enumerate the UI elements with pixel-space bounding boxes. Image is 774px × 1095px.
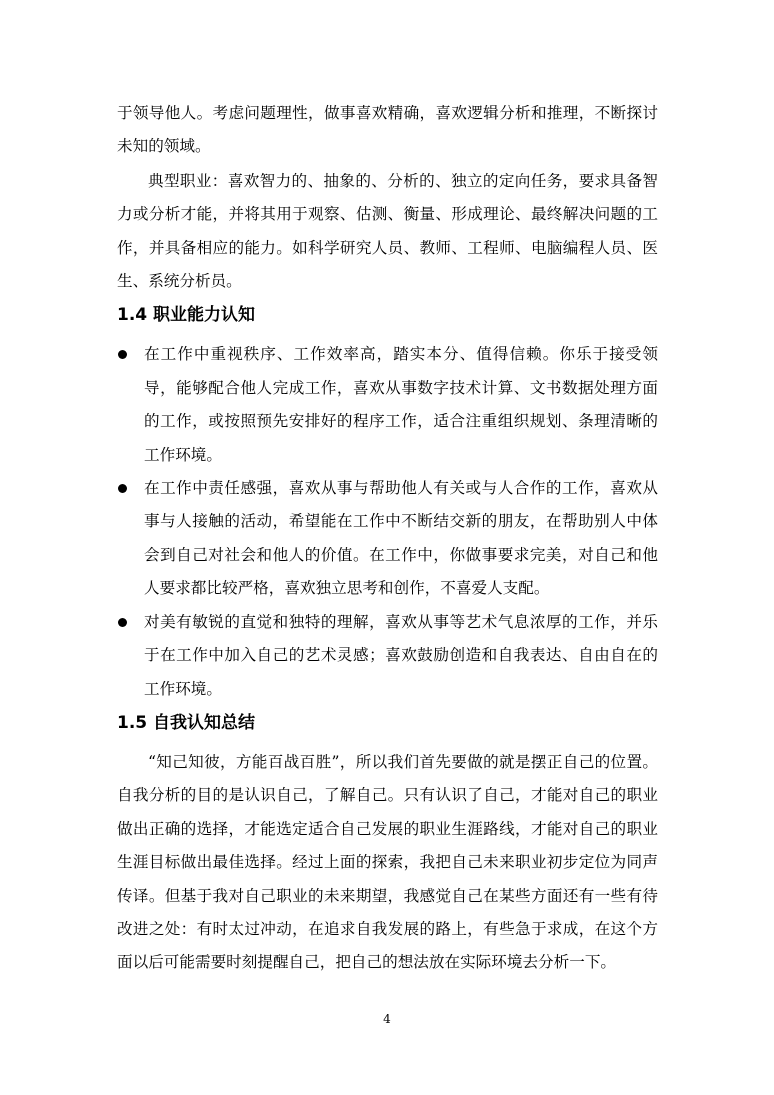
list-item-text: 在工作中重视秩序、工作效率高，踏实本分、值得信赖。你乐于接受领导，能够配合他人完成工作，喜欢从事数字技术计算、文书数据处理方面的工作，或按照预先安排好的程序工作，适合注重组织规划、条理清晰的工作环境。 <box>144 345 658 464</box>
intro-continued-paragraph: 于领导他人。考虑问题理性，做事喜欢精确，喜欢逻辑分析和推理，不断探讨未知的领域。 <box>117 104 658 156</box>
typical-jobs-paragraph: 典型职业：喜欢智力的、抽象的、分析的、独立的定向任务，要求具备智力或分析才能，并将其用于观察、估测、衡量、形成理论、最终解决问题的工作，并具备相应的能力。如科学研究人员、教师、工程师、电脑编程人员、医生、系统分析员。 <box>117 171 658 291</box>
ability-list <box>117 338 658 705</box>
summary-paragraph: “知己知彼，方能百战百胜”，所以我们首先要做的就是摆正自己的位置。自我分析的目的是认识自己，了解自己。只有认识了自己，才能对自己的职业做出正确的选择，才能选定适合自己发展的职业生涯路线，才能对自己的职业生涯目标做出最佳选择。经过上面的探索，我把自己未来职业初步定位为同声传译。但基于我对自己职业的未来期望，我感觉自己在某些方面还有一些有待改进之处：有时太过冲动，在追求自我发展的路上，有些急于求成，在这个方面以后可能需要时刻提醒自己，把自己的想法放在实际环境去分析一下。 <box>117 752 658 972</box>
bullet-icon <box>118 484 127 493</box>
bullet-icon <box>118 350 127 359</box>
list-item-text: 在工作中责任感强，喜欢从事与帮助他人有关或与人合作的工作，喜欢从事与人接触的活动，希望能在工作中不断结交新的朋友，在帮助别人中体会到自己对社会和他人的价值。在工作中，你做事要求完美，对自己和他人要求都比较严格，喜欢独立思考和创作，不喜爱人支配。 <box>144 479 658 598</box>
document-body <box>117 97 658 980</box>
list-item <box>117 472 658 606</box>
bullet-icon <box>118 618 127 627</box>
list-item-text: 对美有敏锐的直觉和独特的理解，喜欢从事等艺术气息浓厚的工作，并乐于在工作中加入自己的艺术灵感；喜欢鼓励创造和自我表达、自由自在的工作环境。 <box>144 612 658 698</box>
section-1-4-heading: 1.4 职业能力认知 <box>117 305 256 326</box>
list-item <box>117 606 658 706</box>
section-1-5-heading: 1.5 自我认知总结 <box>117 712 256 733</box>
page-number: 4 <box>383 1012 391 1026</box>
list-item <box>117 338 658 472</box>
